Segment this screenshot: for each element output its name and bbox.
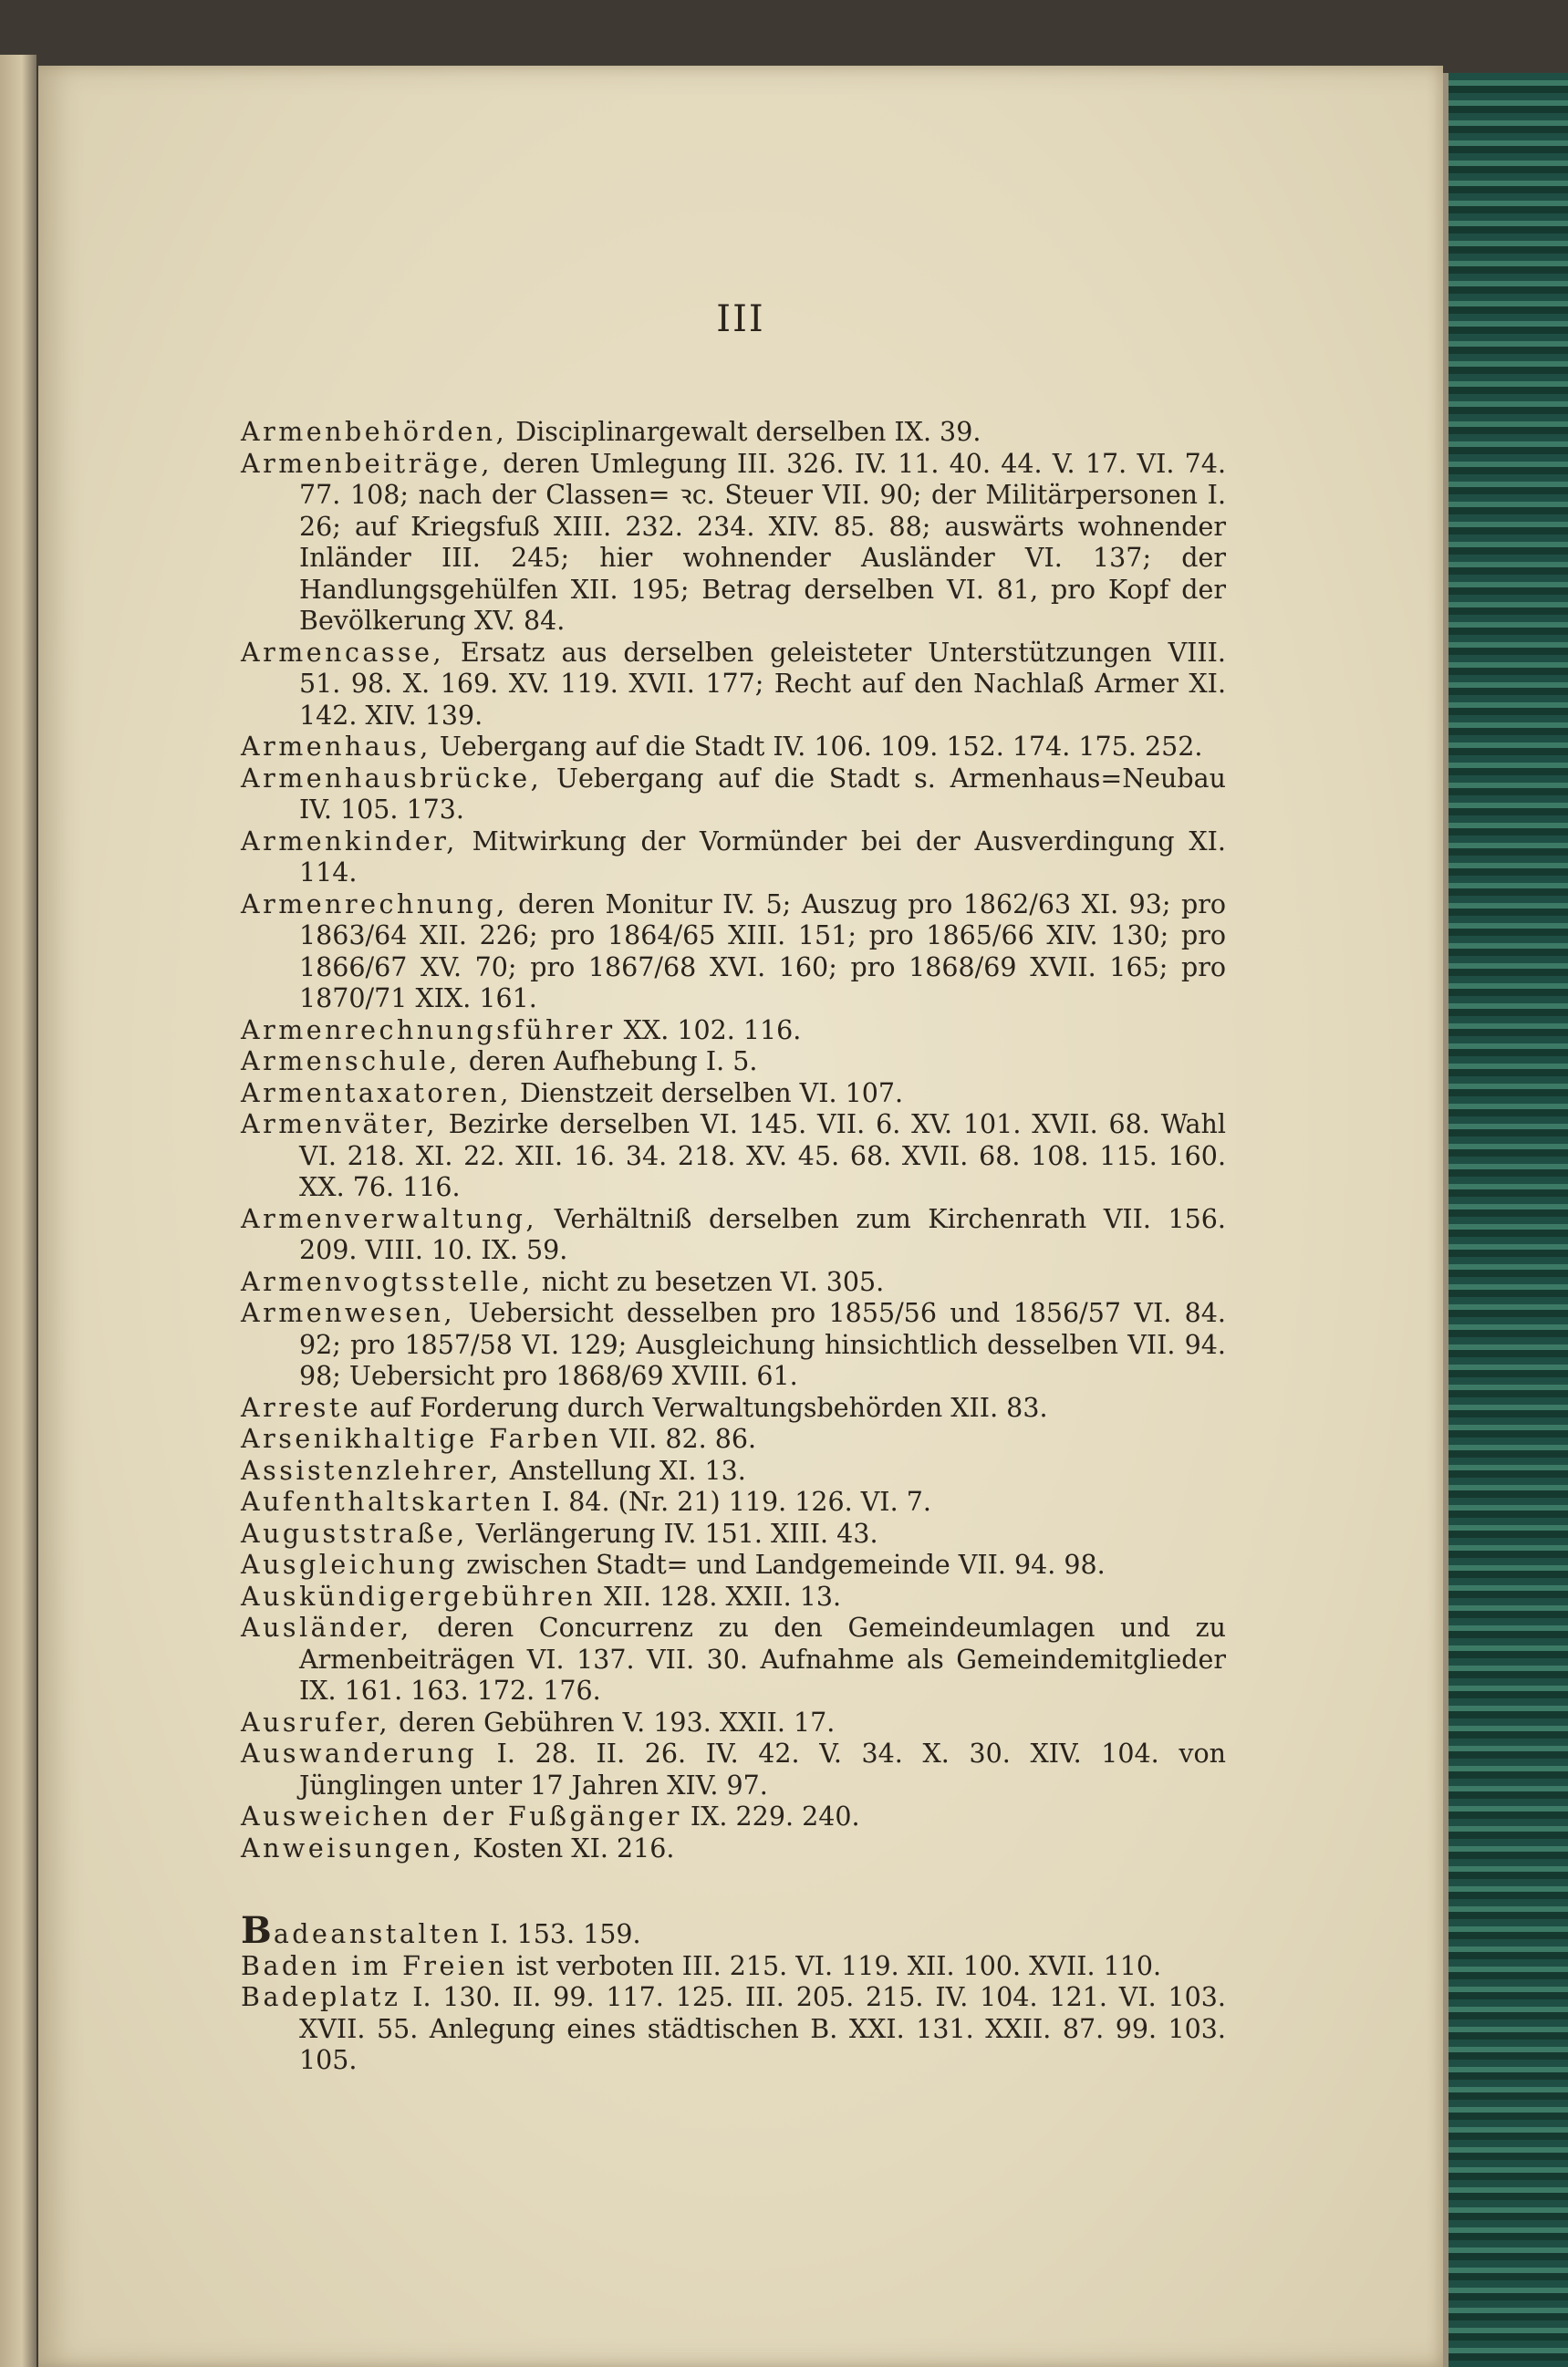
index-entry [241,1487,1226,1519]
entry-heading: Auskündigergebühren [241,1581,597,1612]
entry-heading: Ausgleichung [241,1550,459,1580]
entry-heading: Armenrechnungsführer [241,1014,616,1045]
index-entry [241,1833,1226,1865]
entry-text: Mitwirkung der Vormünder bei der Ausverdingung XI. 114. [299,825,1226,888]
entry-heading: Anweisungen, [241,1832,465,1863]
index-entry [241,1456,1226,1488]
entry-text: Verlängerung IV. 151. XIII. 43. [467,1518,878,1549]
entry-text: Uebersicht desselben pro 1855/56 und 1856/57 VI. 84. 92; pro 1857/58 VI. 129; Ausgleichung hinsichtlich desselben VII. 94. 98; Uebersicht pro 1868/69 XVIII. 61. [299,1298,1226,1391]
section-initial: B [241,1909,274,1952]
entry-text: deren Monitur IV. 5; Auszug pro 1862/63 XI. 93; pro 1863/64 XII. 226; pro 1864/65 XIII. 151; pro 1865/66 XIV. 130; pro 1866/67 XV. 70; pro 1867/68 XVI. 160; pro 1868/69 XVII. 165; pro 1870/71 XIX. 161. [299,888,1226,1013]
entry-text: auf Forderung durch Verwaltungsbehörden XII. 83. [361,1392,1048,1423]
entry-heading: Armenvogtsstelle, [241,1266,534,1297]
entry-heading: Armenbeiträge, [241,448,493,479]
entry-heading: Ausländer, [241,1613,412,1643]
entry-heading: Auswanderung [241,1739,477,1769]
entry-heading: Arreste [241,1392,362,1423]
entry-heading: Auguststraße, [241,1518,468,1549]
entry-text: Disciplinargewalt derselben IX. 39. [507,417,981,447]
entry-text: zwischen Stadt= und Landgemeinde VII. 94. 98. [458,1550,1106,1580]
entry-heading: Armencasse, [241,637,445,668]
entry-text: XII. 128. XXII. 13. [596,1581,842,1612]
entry-text: Ersatz aus derselben geleisteter Unterstützungen VIII. 51. 98. X. 169. XV. 119. XVII. 177; Recht auf den Nachlaß Armer XI. 142. XIV. 139. [299,637,1226,731]
index-entry [241,1613,1226,1708]
index-entry [241,1909,1226,1952]
b-section [241,1909,1226,2077]
entry-text: I. 153. 159. [482,1919,641,1949]
entry-heading: Armenkinder, [241,825,458,856]
index-entry [241,1298,1226,1393]
book-spine [1443,73,1568,2367]
index-entry [241,1519,1226,1551]
entry-text: I. 130. II. 99. 117. 125. III. 205. 215. IV. 104. 121. VI. 103. XVII. 55. Anlegung eines städtischen B. XXI. 131. XXII. 87. 99. 103. 105. [299,1982,1226,2075]
entry-heading: Armenhausbrücke, [241,763,543,794]
entry-text: XX. 102. 116. [615,1014,802,1045]
index-entry [241,1109,1226,1204]
index-entry [241,417,1226,449]
index-entry [241,732,1226,763]
entry-heading: Armenschule, [241,1046,461,1076]
index-entry [241,889,1226,1015]
entry-text: deren Umlegung III. 326. IV. 11. 40. 44. V. 17. VI. 74. 77. 108; nach der Classen= ꝛc. Steuer VII. 90; der Militärpersonen I. 26; auf Kriegsfuß XIII. 232. 234. XIV. 85. 88; auswärts wohnender Inländer III. 245; hier wohnender Ausländer VI. 137; der Handlungsgehülfen XII. 195; Betrag derselben VI. 81, pro Kopf der Bevölkerung XV. 84. [299,448,1226,636]
entry-heading: Armenverwaltung, [241,1203,538,1234]
index-entry [241,1550,1226,1582]
entry-heading: Armenbehörden, [241,417,508,447]
entry-heading: Badeplatz [241,1982,401,2012]
index-entry [241,1046,1226,1078]
entry-text: Dienstzeit derselben VI. 107. [511,1077,904,1108]
entry-heading: Armenväter, [241,1109,438,1139]
entry-text: I. 84. (Nr. 21) 119. 126. VI. 7. [533,1487,931,1517]
entry-text: IX. 229. 240. [681,1801,860,1832]
entry-heading: Armentaxatoren, [241,1077,512,1108]
entry-heading: Ausweichen der Fußgänger [241,1801,682,1832]
entry-text: deren Gebühren V. 193. XXII. 17. [390,1707,836,1738]
entry-text: Kosten XI. 216. [464,1832,675,1863]
book-page [38,66,1443,2367]
index-entry [241,1015,1226,1047]
index-entry [241,449,1226,638]
index-entry [241,1424,1226,1456]
entry-text: I. 28. II. 26. IV. 42. V. 34. X. 30. XIV. 104. von Jünglingen unter 17 Jahren XIV. 97. [299,1739,1226,1801]
entry-heading: Ausrufer, [241,1707,391,1738]
entry-text: Uebergang auf die Stadt s. Armenhaus=Neubau IV. 105. 173. [299,763,1226,825]
index-entry [241,1582,1226,1614]
entry-text: VII. 82. 86. [601,1424,757,1454]
entry-heading: Assistenzlehrer, [241,1455,502,1486]
facing-page-edge [0,55,36,2367]
index-entries [241,417,1226,2077]
entry-heading: Baden im Freien [241,1950,508,1981]
entry-heading: Aufenthaltskarten [241,1487,534,1517]
entry-heading: Arsenikhaltige Farben [241,1424,602,1454]
entry-text: deren Aufhebung I. 5. [460,1046,758,1076]
index-entry [241,1267,1226,1299]
entry-text: Uebergang auf die Stadt IV. 106. 109. 152. 174. 175. 252. [431,732,1203,762]
entry-heading: Armenhaus, [241,732,431,762]
index-entry [241,763,1226,826]
entry-text: ist verboten III. 215. VI. 119. XII. 100. XVII. 110. [507,1950,1162,1981]
entry-text: Bezirke derselben VI. 145. VII. 6. XV. 101. XVII. 68. Wahl VI. 218. XI. 22. XII. 16. 34. 218. XV. 45. 68. XVII. 68. 108. 115. 160. XX. 76. 116. [299,1109,1226,1202]
index-entry [241,1801,1226,1833]
index-entry [241,826,1226,889]
entry-heading: Armenrechnung, [241,888,508,919]
index-entry [241,1739,1226,1801]
index-entry [241,1708,1226,1739]
entry-heading: Armenwesen, [241,1298,456,1328]
index-entry [241,1078,1226,1110]
entry-text: deren Concurrenz zu den Gemeindeumlagen und zu Armenbeiträgen VI. 137. VII. 30. Aufnahme als Gemeindemitglieder IX. 161. 163. 172. 176. [299,1613,1226,1706]
index-entry [241,1393,1226,1425]
entry-text: Verhältniß derselben zum Kirchenrath VII. 156. 209. VIII. 10. IX. 59. [299,1203,1226,1265]
entry-text: nicht zu besetzen VI. 305. [533,1266,885,1297]
index-entry [241,638,1226,732]
a-section [241,417,1226,1864]
index-entry [241,1951,1226,1983]
index-entry [241,1204,1226,1267]
index-entry [241,1982,1226,2077]
entry-heading: adeanstalten [273,1919,483,1949]
page-number: III [716,298,765,340]
section-gap [241,1864,1226,1915]
entry-text: Anstellung XI. 13. [501,1455,746,1486]
